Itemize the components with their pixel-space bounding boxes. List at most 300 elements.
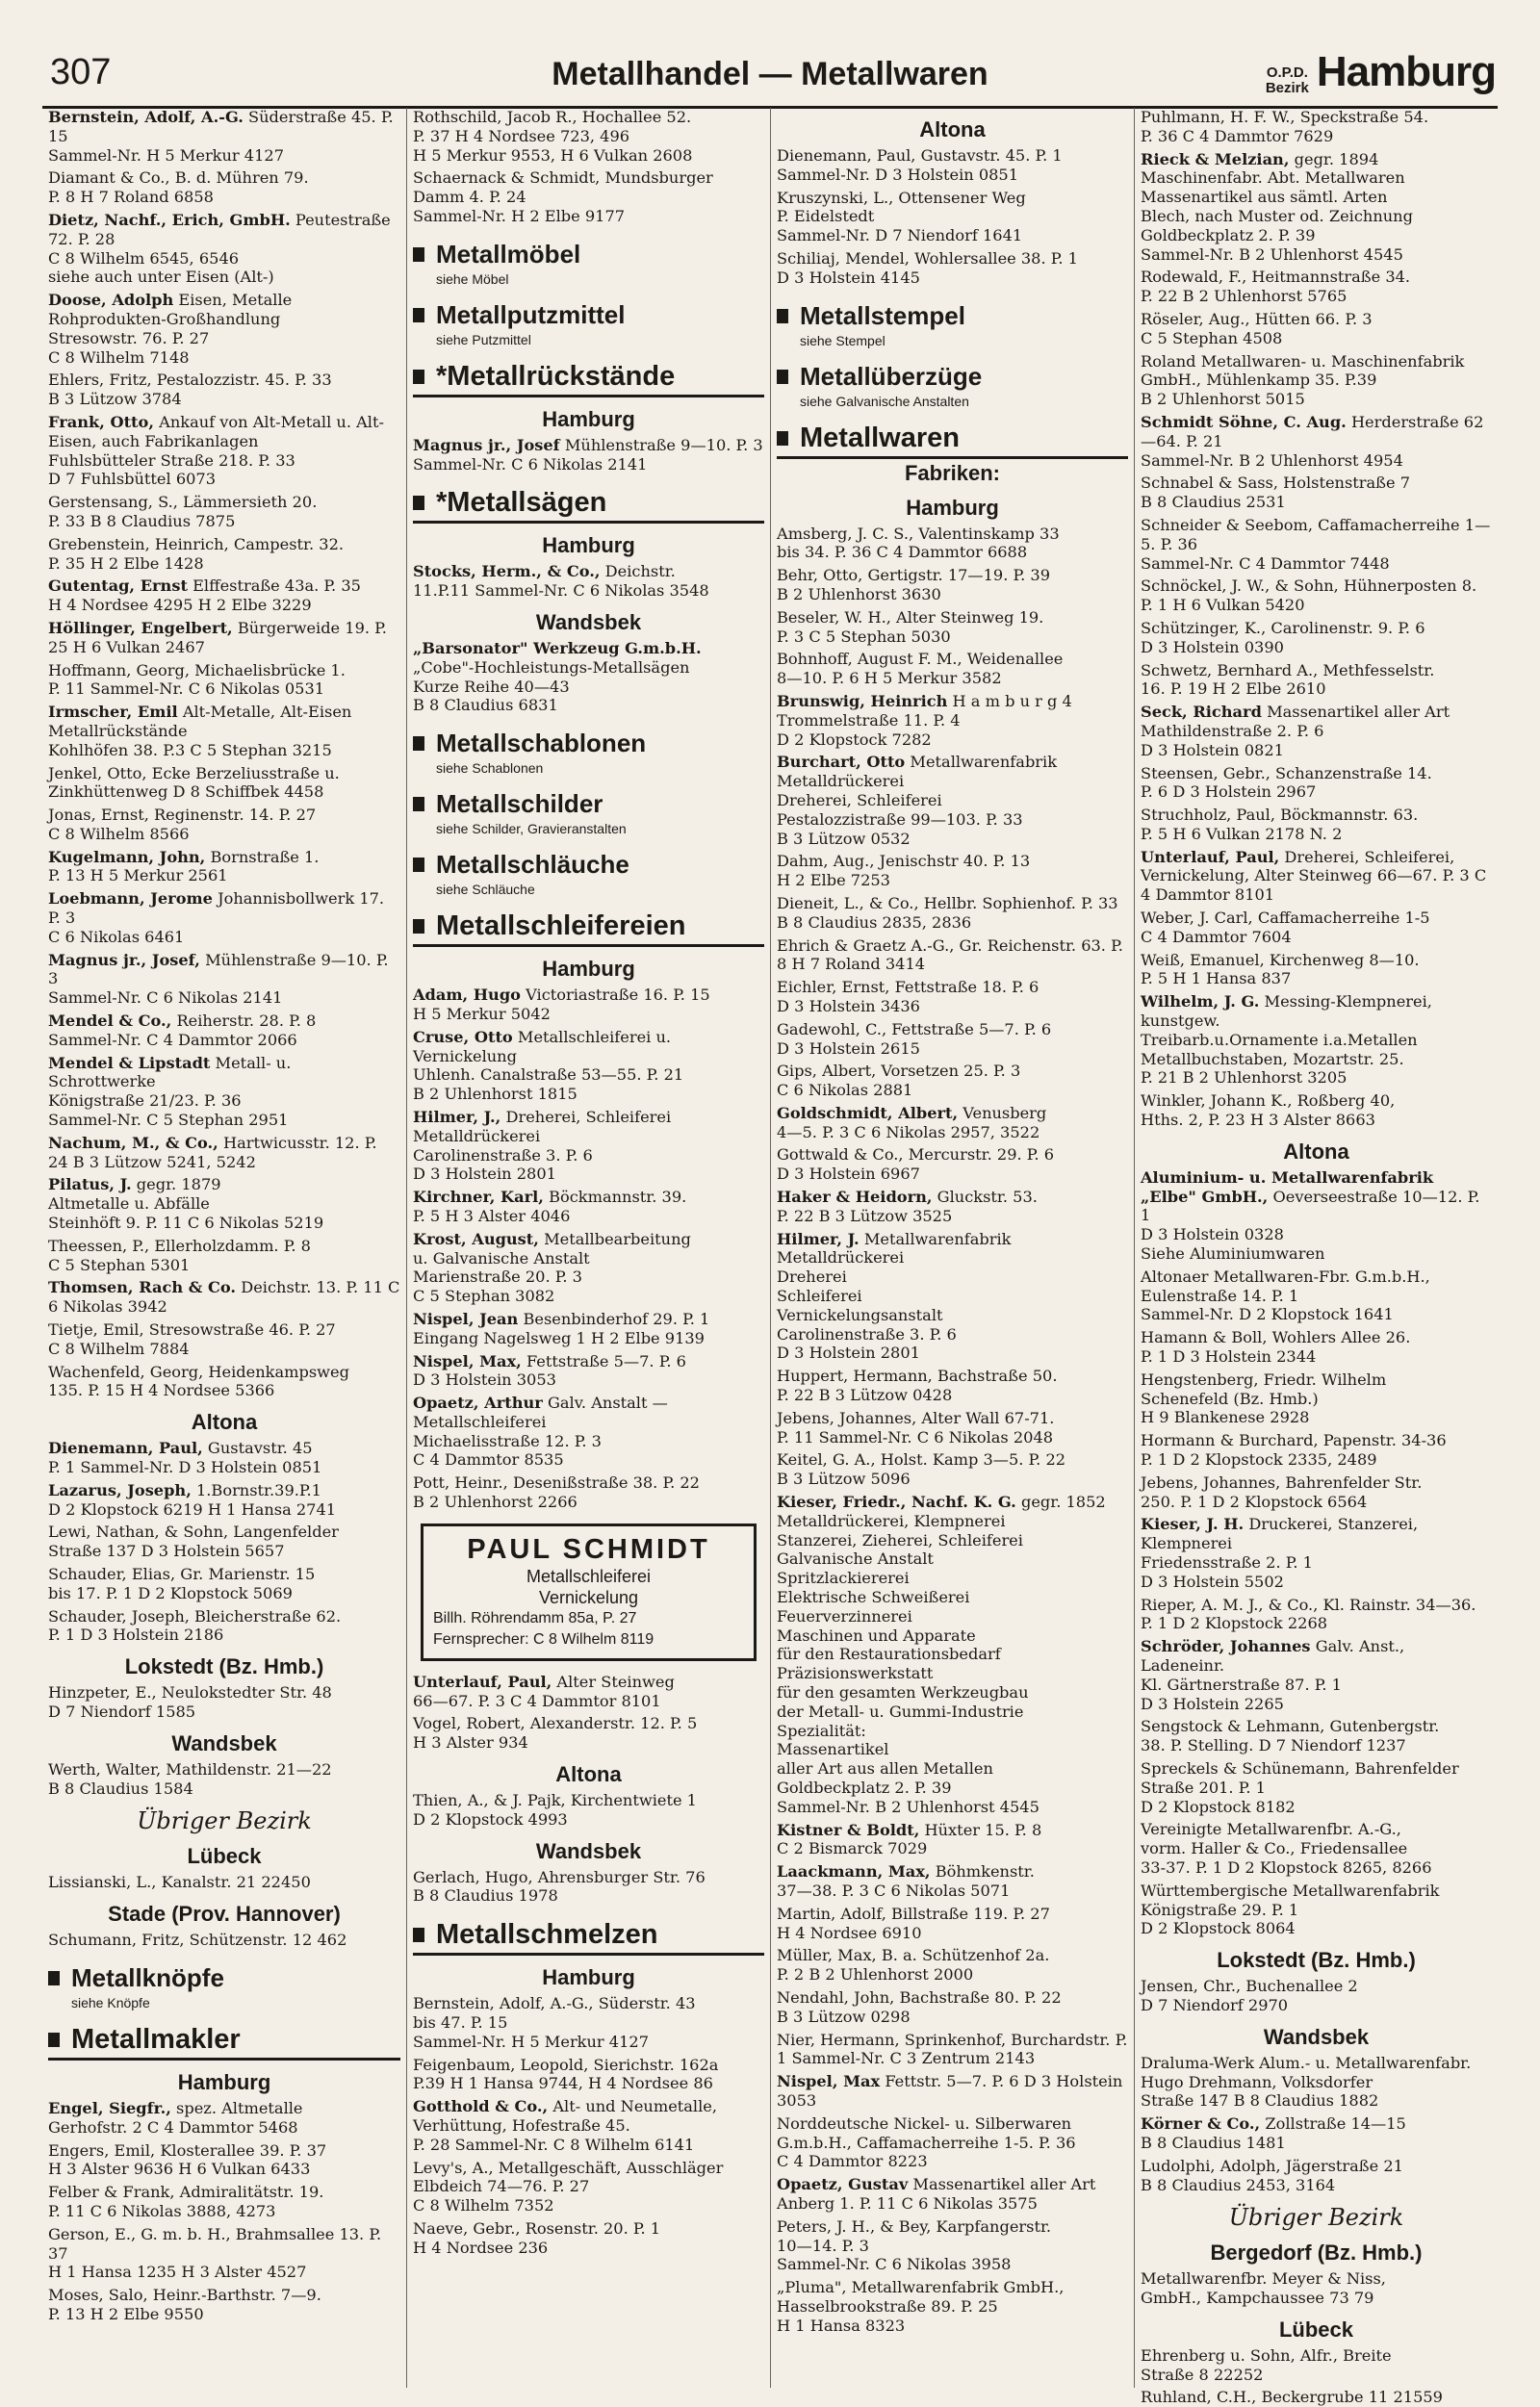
listing-entry xyxy=(777,189,1128,245)
listing-details: Deichstr. 11.P.11 Sammel-Nr. C 6 Nikolas 3548 xyxy=(413,562,709,601)
listing-details: Herderstraße 62—64. P. 21 Sammel-Nr. B 2 Uhlenhorst 4954 xyxy=(1141,412,1484,470)
listing-details: Draluma-Werk Alum.- u. Metallwarenfabr. Hugo Drehmann, Volksdorfer Straße 147 B 8 Claudius 1882 xyxy=(1141,2053,1472,2111)
section-heading-text: *Metallsägen xyxy=(436,487,607,519)
square-bullet-icon xyxy=(413,247,424,262)
listing-entry xyxy=(777,978,1128,1016)
square-bullet-icon xyxy=(413,370,424,384)
listing-entry xyxy=(777,249,1128,288)
listing-entry xyxy=(48,1237,400,1275)
listing-details: gegr. 1852 Metalldrückerei, Klempnerei Stanzerei, Zieherei, Schleiferei Galvanische Anstalt Spritzlackiererei Elektrische Schweißerei Feuerverzinnerei Maschinen und Apparate für den Restaurationsbedarf Präzisionswerkstatt für den gesamten Werkzeugbau der Metall- u. Gummi-Industrie Spezialität: Massenartikel aller Art aus allen Metallen Goldbeckplatz 2. P. 39 Sammel-Nr. B 2 Uhlenhorst 4545 xyxy=(777,1493,1106,1816)
listing-entry xyxy=(413,1673,764,1711)
listing-details: Oeverseestraße 10—12. P. 1 D 3 Holstein 0328 Siehe Aluminiumwaren xyxy=(1141,1187,1480,1264)
listing-entry xyxy=(1141,848,1492,905)
company-name: Pilatus, J. xyxy=(48,1175,132,1194)
square-bullet-icon xyxy=(48,2033,60,2047)
company-name: Adam, Hugo xyxy=(413,986,521,1005)
listing-details: Schauder, Joseph, Bleicherstraße 62. P. 1 D 3 Holstein 2186 xyxy=(48,1606,342,1645)
section-heading xyxy=(413,789,764,819)
listing-entry xyxy=(413,1028,764,1104)
listing-entry xyxy=(777,894,1128,933)
listing-entry xyxy=(777,1493,1128,1817)
cross-reference: siehe Schläuche xyxy=(436,882,535,898)
section-heading-text: Metallmakler xyxy=(71,2023,241,2055)
listing-entry xyxy=(1141,1091,1492,1130)
place-heading: Übriger Bezirk xyxy=(137,1807,312,1835)
listing-details: Böhmkenstr. 37—38. P. 3 C 6 Nikolas 5071 xyxy=(777,1862,1035,1900)
page-header xyxy=(42,46,1498,109)
listing-details: Jensen, Chr., Buchenallee 2 D 7 Niendorf 2970 xyxy=(1141,1977,1358,2014)
listing-details: Venusberg 4—5. P. 3 C 6 Nikolas 2957, 3522 xyxy=(777,1103,1047,1141)
listing-entry xyxy=(413,1352,764,1391)
section-heading-text: Metallschmelzen xyxy=(436,1919,658,1951)
listing-details: Bürgerweide 19. P. 25 H 6 Vulkan 2467 xyxy=(48,618,387,656)
ad-address: Billh. Röhrendamm 85a, P. 27 xyxy=(433,1609,637,1626)
listing-entry xyxy=(413,1188,764,1226)
listing-details: Feigenbaum, Leopold, Sierichstr. 162a P.39 H 1 Hansa 9744, H 4 Nordsee 86 xyxy=(413,2055,719,2093)
listing-entry xyxy=(1141,806,1492,844)
listing-entry xyxy=(1141,413,1492,470)
listing-details: Behr, Otto, Gertigstr. 17—19. P. 39 B 2 Uhlenhorst 3630 xyxy=(777,566,1050,603)
section-heading-text: Metallüberzüge xyxy=(800,361,983,391)
company-name: Frank, Otto, xyxy=(48,412,154,431)
place-heading: Wandsbek xyxy=(1263,2024,1370,2049)
cross-reference: siehe Schilder, Gravieranstalten xyxy=(436,821,627,837)
company-name: Wilhelm, J. G. xyxy=(1141,992,1260,1011)
section-heading-text: *Metallrückstände xyxy=(436,360,676,392)
listing-details: „Cobe"-Hochleistungs-Metallsägen Kurze Reihe 40—43 B 8 Claudius 6831 xyxy=(413,657,690,715)
listing-entry xyxy=(48,1683,400,1722)
company-name: Schröder, Johannes xyxy=(1141,1637,1311,1656)
company-name: Nispel, Jean xyxy=(413,1309,519,1328)
listing-entry xyxy=(777,852,1128,890)
listing-details: Galv. Anst., Ladeneinr. Kl. Gärtnerstraße 87. P. 1 D 3 Holstein 2265 xyxy=(1141,1637,1405,1713)
listing-details: Fettstraße 5—7. P. 6 D 3 Holstein 3053 xyxy=(413,1351,686,1390)
listing-details: Schaernack & Schmidt, Mundsburger Damm 4. P. 24 Sammel-Nr. H 2 Elbe 9177 xyxy=(413,168,713,225)
listing-details: Zollstraße 14—15 B 8 Claudius 1481 xyxy=(1141,2114,1406,2152)
section-heading xyxy=(413,361,764,397)
listing-details: Württembergische Metallwarenfabrik Königstraße 29. P. 1 D 2 Klopstock 8064 xyxy=(1141,1881,1440,1938)
company-name: Burchart, Otto xyxy=(777,753,906,772)
listing-details: Hamann & Boll, Wohlers Allee 26. P. 1 D 3 Holstein 2344 xyxy=(1141,1328,1411,1367)
listing-entry xyxy=(1141,1515,1492,1591)
listing-details: Victoriastraße 16. P. 15 H 5 Merkur 5042 xyxy=(413,986,710,1023)
listing-details: Schwetz, Bernhard A., Methfesselstr. 16. P. 19 H 2 Elbe 2610 xyxy=(1141,660,1435,699)
listing-details: Spreckels & Schünemann, Bahrenfelder Straße 201. P. 1 D 2 Klopstock 8182 xyxy=(1141,1758,1459,1816)
listing-details: Schumann, Fritz, Schützenstr. 12 462 xyxy=(48,1931,347,1950)
listing-entry xyxy=(1141,150,1492,265)
listing-entry xyxy=(48,2141,400,2180)
section-heading-text: Metallschläuche xyxy=(436,850,629,880)
listing-entry xyxy=(48,371,400,409)
listing-details: Ehlers, Fritz, Pestalozzistr. 45. P. 33 B 3 Lützow 3784 xyxy=(48,371,332,409)
company-name: Opaetz, Arthur xyxy=(413,1394,543,1413)
listing-entry xyxy=(413,108,764,165)
listing-entry xyxy=(413,639,764,715)
place-heading: Lokstedt (Bz. Hmb.) xyxy=(124,1654,324,1679)
square-bullet-icon xyxy=(48,1971,60,1985)
listing-entry xyxy=(48,2099,400,2138)
square-bullet-icon xyxy=(777,431,788,446)
place-heading: Wandsbek xyxy=(171,1730,277,1755)
listing-entry xyxy=(777,525,1128,563)
listing-entry xyxy=(48,1134,400,1172)
listing-details: „Pluma", Metallwarenfabrik GmbH., Hasselbrookstraße 89. P. 25 H 1 Hansa 8323 xyxy=(777,2278,1065,2335)
company-name: Mendel & Lipstadt xyxy=(48,1053,211,1072)
listing-details: Huppert, Hermann, Bachstraße 50. P. 22 B 3 Lützow 0428 xyxy=(777,1367,1058,1405)
listing-entry xyxy=(1141,661,1492,700)
section-heading xyxy=(48,2024,400,2061)
listing-details: Alt- und Neumetalle, Verhüttung, Hofestraße 45. P. 28 Sammel-Nr. C 8 Wilhelm 6141 xyxy=(413,2097,718,2154)
company-name: Kirchner, Karl, xyxy=(413,1188,544,1207)
listing-details: Jebens, Johannes, Bahrenfelder Str. 250. P. 1 D 2 Klopstock 6564 xyxy=(1141,1472,1423,1511)
listing-details: Lewi, Nathan, & Sohn, Langenfelder Straße 137 D 3 Holstein 5657 xyxy=(48,1523,339,1561)
listing-entry xyxy=(48,1873,400,1892)
listing-entry xyxy=(48,2286,400,2324)
listing-details: Schützinger, K., Carolinenstr. 9. P. 6 D 3 Holstein 0390 xyxy=(1141,618,1425,656)
place-heading: Altona xyxy=(1283,1139,1349,1164)
listing-details: Metallwarenfabrik Metalldrückerei Dreherei Schleiferei Vernickelungsanstalt Carolinenstraße 3. P. 6 D 3 Holstein 2801 xyxy=(777,1229,1012,1363)
listing-entry xyxy=(777,1188,1128,1226)
company-name: Bernstein, Adolf, A.-G. xyxy=(48,108,244,126)
place-heading: Altona xyxy=(919,117,986,141)
listing-entry xyxy=(1141,2346,1492,2385)
company-name: Kieser, J. H. xyxy=(1141,1515,1245,1534)
listing-entry xyxy=(1141,1637,1492,1713)
section-heading-text: Metallknöpfe xyxy=(71,1962,224,1992)
listing-entry xyxy=(1141,2054,1492,2111)
listing-details: Eichler, Ernst, Fettstraße 18. P. 6 D 3 Holstein 3436 xyxy=(777,978,1040,1015)
listing-entry xyxy=(1141,108,1492,146)
district-city: Hamburg xyxy=(1316,48,1496,95)
cross-reference: siehe Möbel xyxy=(436,270,509,287)
listing-entry xyxy=(48,168,400,207)
listing-entry xyxy=(1141,1473,1492,1512)
section-heading xyxy=(413,240,764,269)
listing-details: Schnöckel, J. W., & Sohn, Hühnerposten 8. P. 1 H 6 Vulkan 5420 xyxy=(1141,576,1477,615)
company-name: Laackmann, Max, xyxy=(777,1862,931,1882)
listing-entry xyxy=(413,1473,764,1512)
listing-details: Winkler, Johann K., Roßberg 40, Hths. 2, P. 23 H 3 Alster 8663 xyxy=(1141,1091,1396,1130)
listing-details: Süderstraße 45. P. 15 Sammel-Nr. H 5 Merkur 4127 xyxy=(48,108,394,165)
place-heading: Hamburg xyxy=(542,1965,635,1990)
listing-details: Keitel, G. A., Holst. Kamp 3—5. P. 22 B 3 Lützow 5096 xyxy=(777,1450,1066,1489)
listing-details: Massenartikel aller Art Mathildenstraße 2. P. 6 D 3 Holstein 0821 xyxy=(1141,703,1450,759)
listing-entry xyxy=(413,1791,764,1830)
listing-entry xyxy=(777,2175,1128,2214)
listing-details: Jenkel, Otto, Ecke Berzeliusstraße u. Zinkhüttenweg D 8 Schiffbek 4458 xyxy=(48,763,340,802)
listing-entry xyxy=(48,2225,400,2282)
company-name: Goldschmidt, Albert, xyxy=(777,1103,959,1122)
listing-details: Elffestraße 43a. P. 35 H 4 Nordsee 4295 H 2 Elbe 3229 xyxy=(48,576,361,615)
listing-entry xyxy=(777,2072,1128,2111)
listing-details: Ruhland, C.H., Beckergrube 11 21559 xyxy=(1141,2388,1443,2407)
listing-details: Böckmannstr. 39. P. 5 H 3 Alster 4046 xyxy=(413,1188,687,1225)
listing-entry xyxy=(413,1868,764,1907)
listing-details: Hormann & Burchard, Papenstr. 34-36 P. 1 D 2 Klopstock 2335, 2489 xyxy=(1141,1431,1447,1469)
listing-details: Weber, J. Carl, Caffamacherreihe 1-5 C 4 Dammtor 7604 xyxy=(1141,909,1430,946)
listing-entry xyxy=(777,2217,1128,2274)
listing-entry xyxy=(413,1310,764,1348)
square-bullet-icon xyxy=(413,919,424,934)
listing-details: Engers, Emil, Klosterallee 39. P. 37 H 3 Alster 9636 H 6 Vulkan 6433 xyxy=(48,2140,327,2179)
company-name: Nispel, Max xyxy=(777,2072,881,2091)
listing-entry xyxy=(48,1565,400,1603)
section-heading xyxy=(777,362,1128,392)
cross-reference: siehe Stempel xyxy=(800,332,886,348)
section-heading xyxy=(48,1963,400,1993)
listing-entry xyxy=(1141,268,1492,306)
ad-phone: Fernsprecher: C 8 Wilhelm 8119 xyxy=(433,1630,654,1648)
listing-entry xyxy=(413,2159,764,2215)
listing-details: Dreherei, Schleiferei Metalldrückerei Carolinenstraße 3. P. 6 D 3 Holstein 2801 xyxy=(413,1107,672,1184)
company-name: Rieck & Melzian, xyxy=(1141,149,1290,168)
listing-details: Röseler, Aug., Hütten 66. P. 3 C 5 Stephan 4508 xyxy=(1141,309,1373,347)
listing-entry xyxy=(48,1439,400,1477)
advertisement-box xyxy=(421,1524,757,1661)
listing-entry xyxy=(48,211,400,287)
listing-details: Schauder, Elias, Gr. Marienstr. 15 bis 17. P. 1 D 2 Klopstock 5069 xyxy=(48,1564,316,1602)
listing-entry xyxy=(48,1175,400,1232)
company-name: Dietz, Nachf., Erich, GmbH. xyxy=(48,210,291,229)
square-bullet-icon xyxy=(413,858,424,872)
listing-entry xyxy=(777,1409,1128,1447)
listing-entry xyxy=(48,806,400,844)
place-heading: Hamburg xyxy=(542,406,635,431)
listing-entry xyxy=(1141,2388,1492,2407)
ad-line: Vernickelung xyxy=(538,1587,639,1607)
listing-entry xyxy=(777,608,1128,647)
listing-entry xyxy=(48,2183,400,2221)
listing-entry xyxy=(48,703,400,759)
listing-details: Jonas, Ernst, Reginenstr. 14. P. 27 C 8 Wilhelm 8566 xyxy=(48,806,317,843)
company-name: Aluminium- u. Metallwarenfabrik „Elbe" GmbH., xyxy=(1141,1167,1434,1206)
page-title: Metallhandel — Metallwaren xyxy=(552,56,988,92)
company-name: Hilmer, J., xyxy=(413,1107,501,1126)
company-name: Hilmer, J. xyxy=(777,1229,860,1248)
company-name: Doose, Adolph xyxy=(48,291,174,310)
listing-details: Metall- u. Schrottwerke Königstraße 21/23. P. 36 Sammel-Nr. C 5 Stephan 2951 xyxy=(48,1053,292,1130)
company-name: Höllinger, Engelbert, xyxy=(48,618,233,637)
listing-details: Hüxter 15. P. 8 C 2 Bismarck 7029 xyxy=(777,1820,1042,1858)
company-name: Krost, August, xyxy=(413,1229,539,1248)
company-name: Loebmann, Jerome xyxy=(48,889,213,909)
ad-title: PAUL SCHMIDT xyxy=(467,1533,710,1565)
listing-details: Nier, Hermann, Sprinkenhof, Burchardstr. P. 1 Sammel-Nr. C 3 Zentrum 2143 xyxy=(777,2030,1128,2068)
listing-entry xyxy=(48,848,400,886)
listing-details: Schneider & Seebom, Caffamacherreihe 1—5. P. 36 Sammel-Nr. C 4 Dammtor 7448 xyxy=(1141,515,1491,573)
listing-details: Mühlenstraße 9—10. P. 3 Sammel-Nr. C 6 Nikolas 2141 xyxy=(48,950,389,1008)
listing-details: Mühlenstraße 9—10. P. 3 Sammel-Nr. C 6 Nikolas 2141 xyxy=(413,435,763,474)
listing-details: Gadewohl, C., Fettstraße 5—7. P. 6 D 3 Holstein 2615 xyxy=(777,1019,1052,1058)
listing-entry xyxy=(48,764,400,803)
listing-entry xyxy=(777,146,1128,185)
listing-entry xyxy=(413,562,764,601)
listing-details: Metallschleiferei u. Vernickelung Uhlenh. Canalstraße 53—55. P. 21 B 2 Uhlenhorst 1815 xyxy=(413,1027,684,1104)
place-heading: Hamburg xyxy=(177,2069,271,2094)
listing-entry xyxy=(777,2031,1128,2069)
listing-details: Massenartikel aller Art Anberg 1. P. 11 C 6 Nikolas 3575 xyxy=(777,2175,1096,2213)
listing-details: Deichstr. 13. P. 11 C 6 Nikolas 3942 xyxy=(48,1278,400,1317)
listing-entry xyxy=(1141,474,1492,512)
square-bullet-icon xyxy=(413,797,424,811)
listing-details: Metallwarenfabrik Metalldrückerei Dreherei, Schleiferei Pestalozzistraße 99—103. P. 33 B 3 Lützow 0532 xyxy=(777,753,1058,848)
listing-entry xyxy=(48,1320,400,1359)
company-name: Nachum, M., & Co., xyxy=(48,1133,218,1152)
company-name: Haker & Heidorn, xyxy=(777,1188,933,1207)
listing-details: Messing-Klempnerei, kunstgew. Treibarb.u.Ornamente i.a.Metallen Metallbuchstaben, Mozartstr. 25. P. 21 B 2 Uhlenhorst 3205 xyxy=(1141,992,1432,1088)
company-name: Magnus jr., Josef xyxy=(413,435,560,454)
place-heading: Lokstedt (Bz. Hmb.) xyxy=(1217,1948,1416,1973)
listing-details: Amsberg, J. C. S., Valentinskamp 33 bis 34. P. 36 C 4 Dammtor 6688 xyxy=(777,524,1060,562)
listing-entry xyxy=(48,1054,400,1130)
listing-details: Galv. Anstalt — Metallschleiferei Michaelisstraße 12. P. 3 C 4 Dammtor 8535 xyxy=(413,1394,668,1470)
listing-details: Dienemann, Paul, Gustavstr. 45. P. 1 Sammel-Nr. D 3 Holstein 0851 xyxy=(777,146,1063,184)
square-bullet-icon xyxy=(777,309,788,323)
listing-entry xyxy=(777,692,1128,749)
listing-details: Tietje, Emil, Stresowstraße 46. P. 27 C 8 Wilhelm 7884 xyxy=(48,1320,336,1358)
listing-details: Rieper, A. M. J., & Co., Kl. Rainstr. 34—36. P. 1 D 2 Klopstock 2268 xyxy=(1141,1595,1476,1633)
listing-details: Altonaer Metallwaren-Fbr. G.m.b.H., Eulenstraße 14. P. 1 Sammel-Nr. D 2 Klopstock 1641 xyxy=(1141,1267,1430,1324)
listing-details: Puhlmann, H. F. W., Speckstraße 54. P. 36 C 4 Dammtor 7629 xyxy=(1141,108,1429,145)
listing-entry xyxy=(1141,310,1492,348)
listing-details: Druckerei, Stanzerei, Klempnerei Friedensstraße 2. P. 1 D 3 Holstein 5502 xyxy=(1141,1515,1419,1591)
listing-entry xyxy=(48,291,400,367)
listing-details: Vogel, Robert, Alexanderstr. 12. P. 5 H 3 Alster 934 xyxy=(413,1714,698,1753)
column-2 xyxy=(406,108,770,2388)
listing-details: H a m b u r g 4 Trommelstraße 11. P. 4 D 2 Klopstock 7282 xyxy=(777,691,1072,749)
listing-entry xyxy=(1141,951,1492,989)
square-bullet-icon xyxy=(777,370,788,384)
listing-details: Schiliaj, Mendel, Wohlersallee 38. P. 1 D 3 Holstein 4145 xyxy=(777,248,1078,287)
listing-details: Bohnhoff, August F. M., Weidenallee 8—10. P. 6 H 5 Merkur 3582 xyxy=(777,650,1064,688)
listing-details: Ehrenberg u. Sohn, Alfr., Breite Straße 8 22252 xyxy=(1141,2345,1392,2384)
company-name: Irmscher, Emil xyxy=(48,703,178,722)
listing-details: Hoffmann, Georg, Michaelisbrücke 1. P. 11 Sammel-Nr. C 6 Nikolas 0531 xyxy=(48,660,346,699)
section-heading xyxy=(413,300,764,330)
section-heading-text: Metallschablonen xyxy=(436,729,647,758)
section-heading xyxy=(413,910,764,947)
district-label xyxy=(1266,48,1496,96)
column-1 xyxy=(42,108,406,2388)
listing-entry xyxy=(1141,1370,1492,1427)
place-heading: Hamburg xyxy=(542,957,635,982)
listing-details: Besenbinderhof 29. P. 1 Eingang Nagelsweg 1 H 2 Elbe 9139 xyxy=(413,1309,710,1347)
listing-entry xyxy=(48,1931,400,1950)
listing-details: Gustavstr. 45 P. 1 Sammel-Nr. D 3 Holstein 0851 xyxy=(48,1439,322,1476)
listing-details: Müller, Max, B. a. Schützenhof 2a. P. 2 B 2 Uhlenhorst 2000 xyxy=(777,1946,1050,1984)
section-heading-text: Metallstempel xyxy=(800,300,965,330)
section-heading-text: Metallschleifereien xyxy=(436,910,686,942)
listing-details: Vereinigte Metallwarenfbr. A.-G., vorm. Haller & Co., Friedensallee 33-37. P. 1 D 2 Klopstock 8265, 8266 xyxy=(1141,1820,1432,1877)
company-name: Schmidt Söhne, C. Aug. xyxy=(1141,412,1347,431)
listing-details: Bernstein, Adolf, A.-G., Süderstr. 43 bis 47. P. 15 Sammel-Nr. H 5 Merkur 4127 xyxy=(413,1994,696,2051)
place-heading: Stade (Prov. Hannover) xyxy=(108,1902,341,1927)
square-bullet-icon xyxy=(413,1928,424,1942)
listing-entry xyxy=(48,493,400,531)
listing-entry xyxy=(777,1988,1128,2027)
directory-columns xyxy=(42,108,1498,2407)
listing-entry xyxy=(777,566,1128,604)
listing-details: Jebens, Johannes, Alter Wall 67-71. P. 11 Sammel-Nr. C 6 Nikolas 2048 xyxy=(777,1408,1055,1447)
ad-line: Metallschleiferei xyxy=(526,1566,652,1586)
listing-details: Diamant & Co., B. d. Mühren 79. P. 8 H 7 Roland 6858 xyxy=(48,168,309,207)
listing-entry xyxy=(413,168,764,225)
square-bullet-icon xyxy=(413,736,424,751)
listing-details: Bornstraße 1. P. 13 H 5 Merkur 2561 xyxy=(48,847,320,885)
company-name: Gutentag, Ernst xyxy=(48,576,188,596)
listing-entry xyxy=(48,413,400,489)
square-bullet-icon xyxy=(413,496,424,510)
listing-entry xyxy=(777,2114,1128,2171)
listing-details: Metallbearbeitung u. Galvanische Anstalt Marienstraße 20. P. 3 C 5 Stephan 3082 xyxy=(413,1229,691,1306)
listing-details: Wachenfeld, Georg, Heidenkampsweg 135. P. 15 H 4 Nordsee 5366 xyxy=(48,1362,349,1400)
listing-details: Thien, A., & J. Pajk, Kirchentwiete 1 D 2 Klopstock 4993 xyxy=(413,1791,697,1829)
section-heading xyxy=(413,487,764,524)
listing-entry xyxy=(413,1994,764,2051)
listing-details: Schnabel & Sass, Holstenstraße 7 B 8 Claudius 2531 xyxy=(1141,474,1411,512)
company-name: Lazarus, Joseph, xyxy=(48,1480,192,1499)
place-heading: Hamburg xyxy=(542,533,635,558)
listing-details: Hartwicusstr. 12. P. 24 B 3 Lützow 5241, 5242 xyxy=(48,1133,377,1171)
place-heading: Wandsbek xyxy=(535,609,642,634)
listing-entry xyxy=(48,661,400,700)
listing-details: 1.Bornstr.39.P.1 D 2 Klopstock 6219 H 1 Hansa 2741 xyxy=(48,1480,337,1519)
listing-entry xyxy=(413,436,764,474)
opd-label: O.P.D. Bezirk xyxy=(1265,64,1309,96)
listing-details: Dreherei, Schleiferei, Vernickelung, Alter Steinweg 66—67. P. 3 C 4 Dammtor 8101 xyxy=(1141,847,1487,905)
listing-entry xyxy=(48,889,400,946)
listing-details: Peters, J. H., & Bey, Karpfangerstr. 10—14. P. 3 Sammel-Nr. C 6 Nikolas 3958 xyxy=(777,2216,1052,2274)
listing-details: Kruszynski, L., Ottensener Weg P. Eidelstedt Sammel-Nr. D 7 Niendorf 1641 xyxy=(777,188,1026,245)
place-heading: Lübeck xyxy=(1278,2317,1354,2342)
listing-entry xyxy=(48,619,400,657)
listing-details: Moses, Salo, Heinr.-Barthstr. 7—9. P. 13 H 2 Elbe 9550 xyxy=(48,2286,321,2323)
listing-entry xyxy=(1141,703,1492,759)
cross-reference: siehe Knöpfe xyxy=(71,1994,150,2010)
listing-details: Eisen, Metalle Rohprodukten-Großhandlung Stresowstr. 76. P. 27 C 8 Wilhelm 7148 xyxy=(48,291,293,367)
company-name: Brunswig, Heinrich xyxy=(777,691,948,710)
listing-details: Dahm, Aug., Jenischstr 40. P. 13 H 2 Elbe 7253 xyxy=(777,852,1031,890)
company-name: Gotthold & Co., xyxy=(413,2097,549,2116)
listing-details: Pott, Heinr., Desenißstraße 38. P. 22 B 2 Uhlenhorst 2266 xyxy=(413,1473,700,1512)
listing-details: Struchholz, Paul, Böckmannstr. 63. P. 5 H 6 Vulkan 2178 N. 2 xyxy=(1141,806,1419,843)
listing-details: Alt-Metalle, Alt-Eisen Metallrückstände Kohlhöfen 38. P.3 C 5 Stephan 3215 xyxy=(48,703,352,759)
listing-details: Sengstock & Lehmann, Gutenbergstr. 38. P. Stelling. D 7 Niendorf 1237 xyxy=(1141,1717,1440,1755)
listing-details: Rodewald, F., Heitmannstraße 34. P. 22 B 2 Uhlenhorst 5765 xyxy=(1141,268,1411,306)
cross-reference: siehe Putzmittel xyxy=(436,331,531,347)
listing-entry xyxy=(1141,1596,1492,1634)
company-name: Magnus jr., Josef, xyxy=(48,950,200,969)
listing-entry xyxy=(1141,1759,1492,1816)
listing-entry xyxy=(48,1278,400,1317)
listing-entry xyxy=(413,1714,764,1753)
listing-entry xyxy=(1141,1717,1492,1755)
listing-details: Nendahl, John, Bachstraße 80. P. 22 B 3 Lützow 0298 xyxy=(777,1987,1062,2026)
listing-details: Gerstensang, S., Lämmersieth 20. P. 33 B 8 Claudius 7875 xyxy=(48,493,318,530)
company-name: Cruse, Otto xyxy=(413,1027,513,1046)
listing-entry xyxy=(1141,576,1492,615)
listing-details: Peutestraße 72. P. 28 C 8 Wilhelm 6545, 6546 siehe auch unter Eisen (Alt-) xyxy=(48,210,391,287)
company-name: Körner & Co., xyxy=(1141,2114,1261,2134)
listing-details: gegr. 1879 Altmetalle u. Abfälle Steinhöft 9. P. 11 C 6 Nikolas 5219 xyxy=(48,1175,324,1233)
cross-reference: siehe Galvanische Anstalten xyxy=(800,393,969,409)
listing-details: Naeve, Gebr., Rosenstr. 20. P. 1 H 4 Nordsee 236 xyxy=(413,2219,661,2257)
listing-entry xyxy=(777,1905,1128,1943)
column-4 xyxy=(1134,108,1498,2407)
company-name: Opaetz, Gustav xyxy=(777,2175,909,2194)
listing-entry xyxy=(777,1862,1128,1901)
listing-entry xyxy=(1141,1168,1492,1264)
